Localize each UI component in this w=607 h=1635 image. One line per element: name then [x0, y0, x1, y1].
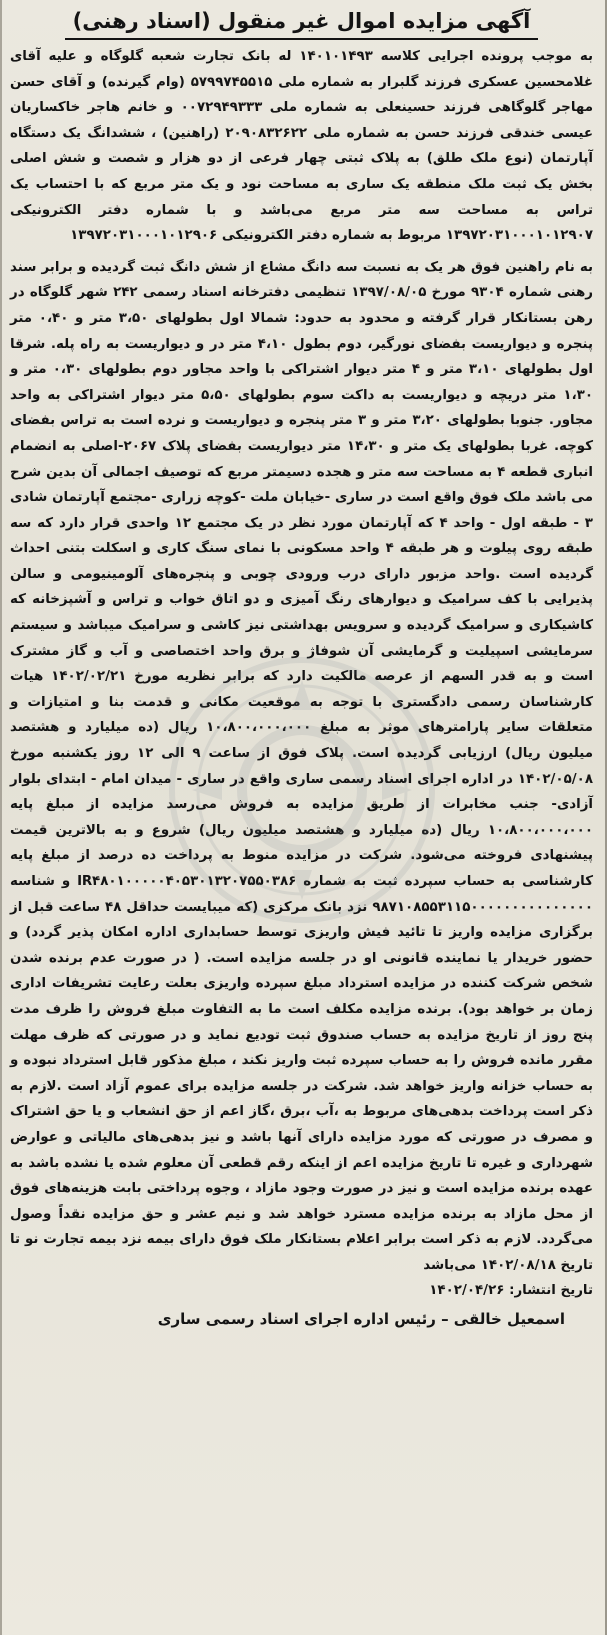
title-block — [10, 6, 593, 40]
notice-title: آگهی مزایده اموال غیر منقول (اسناد رهنی) — [65, 6, 539, 40]
notice-paragraph-1: به موجب پرونده اجرایی کلاسه ۱۴۰۱۰۱۴۹۳ له بانک تجارت شعبه گلوگاه و علیه آقای غلامحسین عسکری فرزند گلبرار به شماره ملی ۵۷۹۹۷۴۵۵۱۵ (وام گیرنده) و آقای حسن مهاجر گلوگاهی فرزند حسینعلی به شماره ملی ۰۰۷۲۹۴۹۳۳۳ و خانم هاجر خاکساریان عیسی خندقی فرزند حسن به شماره ملی ۲۰۹۰۸۳۲۶۲۲ (راهنین) ، ششدانگ یک دستگاه آپارتمان (نوع ملک طلق) به پلاک ثبتی چهار فرعی از دو هزار و شصت و شش اصلی بخش یک ثبت ملک منطقه یک ساری به مساحت نود و یک متر مربع که با احتساب یک تراس به مساحت سه متر مربع می‌باشد و با شماره دفتر الکترونیکی ۱۳۹۷۲۰۳۱۰۰۰۱۰۱۲۹۰۷ مربوط به شماره دفتر الکترونیکی ۱۳۹۷۲۰۳۱۰۰۰۱۰۱۲۹۰۶ — [10, 49, 593, 244]
publish-date: تاریخ انتشار: ۱۴۰۲/۰۴/۲۶ — [429, 1282, 593, 1298]
notice-paragraph-2: به نام راهنین فوق هر یک به نسبت سه دانگ مشاع از شش دانگ ثبت گردیده و برابر سند رهنی شماره ۹۳۰۴ مورخ ۱۳۹۷/۰۸/۰۵ تنظیمی دفترخانه اسناد رسمی ۲۴۲ شهر گلوگاه در رهن بستانکار قرار گرفته و محدود به حدود: شمالا اول بطولهای ۳،۵۰ متر و ۰،۴۰ متر پنجره و دیواریست بفضای نورگیر، دوم بطول ۴،۱۰ متر در و دیواریست به راه پله. شرقا اول بطولهای ۳،۱۰ متر و ۴ متر دیوار اشتراکی با واحد مجاور دوم بطولهای ۰،۳۰ متر و ۱،۳۰ متر دریچه و دیواریست به داکت سوم بطولهای ۵،۵۰ متر دیوار اشتراکی به واحد مجاور. جنوبا بطولهای ۳،۲۰ متر و ۳ متر پنجره و دیواریست و نرده است به تراس بفضای کوچه. غربا بطولهای یک متر و ۱۴،۳۰ متر دیواریست بفضای پلاک ۲۰۶۷-اصلی به انضمام انباری قطعه ۴ به مساحت سه متر و هجده دسیمتر مربع که توصیف اجمالی آن بدین شرح می باشد ملک فوق واقع است در ساری -خیابان ملت -کوچه زراری -مجتمع آپارتمان شادی ۳ - طبقه اول - واحد ۴ که آپارتمان مورد نظر در یک مجتمع ۱۲ واحدی قرار دارد که سه طبقه روی پیلوت و هر طبقه ۴ واحد مسکونی با نمای سنگ کاری و اسکلت بتنی احداث گردیده است .واحد مزبور دارای درب ورودی چوبی و پنجره‌های آلومینیومی و سالن پذیرایی با کف سرامیک و دیوارهای رنگ آمیزی و دو اتاق خواب و تراس و آشپزخانه که کاشیکاری و سرامیک گردیده و سرویس بهداشتی نیز کاشی و سرامیک میباشد و سیستم سرمایشی اسپیلیت و گرمایشی آن شوفاژ و برق واحد اختصاصی و آب و گاز مشترک است و به قدر السهم از عرصه مالکیت دارد که برابر نظریه مورخ ۱۴۰۲/۰۲/۲۱ هیات کارشناسان رسمی دادگستری با توجه به موقعیت مکانی و قدمت بنا و امتیازات و متعلقات سایر پارامترهای موثر به مبلغ ۱۰،۸۰۰،۰۰۰،۰۰۰ ریال (ده میلیارد و هشتصد میلیون ریال) ارزیابی گردیده است. پلاک فوق از ساعت ۹ الی ۱۲ روز یکشنبه مورخ ۱۴۰۲/۰۵/۰۸ در اداره اجرای اسناد رسمی ساری واقع در ساری - میدان امام - ابتدای بلوار آزادی- جنب مخابرات از طریق مزایده به فروش می‌رسد مزایده از مبلغ پایه ۱۰،۸۰۰،۰۰۰،۰۰۰ ریال (ده میلیارد و هشتصد میلیون ریال) شروع و به بالاترین قیمت پیشنهادی فروخته می‌شود. شرکت در مزایده منوط به پرداخت ده درصد از مبلغ پایه کارشناسی به حساب سپرده ثبت به شماره IR۴۸۰۱۰۰۰۰۰۴۰۵۳۰۱۳۲۰۷۵۵۰۳۸۶ و شناسه ۹۸۷۱۰۸۵۵۳۱۱۵۰۰۰۰۰۰۰۰۰۰۰۰۰۰۰ نزد بانک مرکزی (که میبایست حداقل ۴۸ ساعت قبل از برگزاری مزایده واریز تا تائید فیش واریزی توسط حسابداری اداره امکان پذیر گردد) و حضور خریدار یا نماینده قانونی او در جلسه مزایده است. ( در صورت عدم برنده شدن شخص شرکت کننده در مزایده استرداد مبلغ سپرده واریزی بعلت رعایت تشریفات اداری زمان بر خواهد بود). برنده مزایده مکلف است ما به التفاوت مبلغ فروش را ظرف مدت پنج روز از تاریخ مزایده به حساب صندوق ثبت تودیع نماید و در صورتی که ظرف مهلت مقرر مانده فروش را به حساب سپرده ثبت واریز نکند ، مبلغ مذکور قابل استرداد نبوده و به حساب خزانه واریز خواهد شد. شرکت در جلسه مزایده برای عموم آزاد است .لازم به ذکر است پرداخت بدهی‌های مربوط به ،آب ،برق ،گاز اعم از حق انشعاب و یا حق اشتراک و مصرف در صورتی که مورد مزایده دارای آنها باشد و نیز بدهی‌های مالیاتی و عوارض شهرداری و غیره تا تاریخ مزایده اعم از اینکه رقم قطعی آن معلوم شده یا نشده باشد به عهده برنده مزایده است و نیز در صورت وجود مازاد ، وجوه پرداختی بابت هزینه‌های فوق از محل مازاد به برنده مزایده مسترد خواهد شد و نیم عشر و حق مزایده نقداً وصول می‌گردد. لازم به ذکر است برابر اعلام بستانکار ملک فوق دارای بیمه نزد بیمه تجارت نو تا تاریخ ۱۴۰۲/۰۸/۱۸ می‌باشد — [10, 259, 594, 1273]
signature-line: اسمعیل خالقی – رئیس اداره اجرای اسناد رسمی ساری — [157, 1309, 565, 1328]
